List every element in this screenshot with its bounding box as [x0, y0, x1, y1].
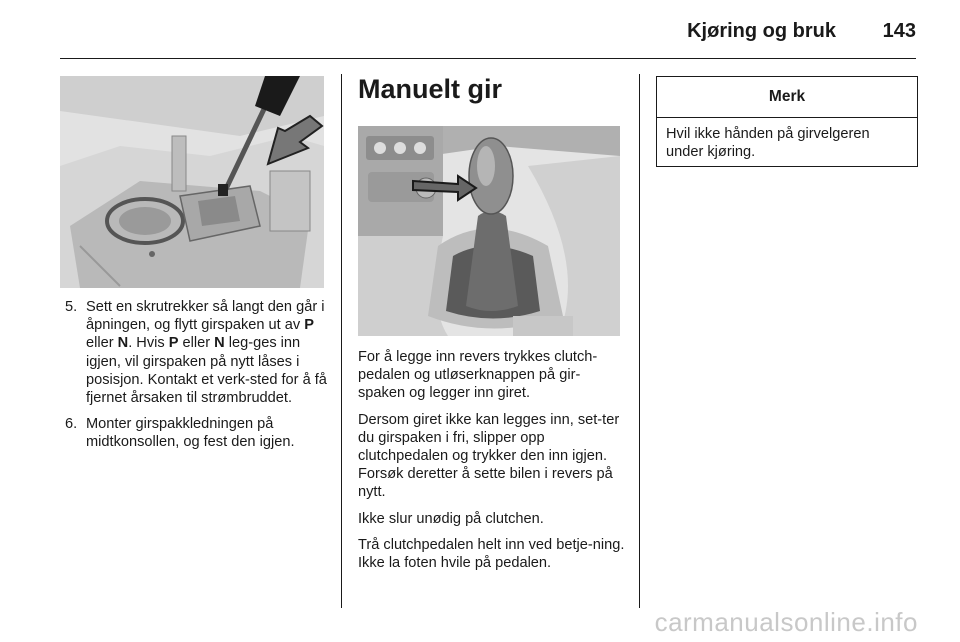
gear-letter-p: P [168, 335, 179, 352]
step-text: Monter girspakkledningen på midtkonsollen, og fest den igjen. [86, 416, 295, 451]
note-text: Hvil ikke hånden på girvelgeren under kjøring. [666, 126, 870, 161]
column-divider-left [341, 74, 342, 608]
note-heading: Merk [657, 77, 917, 118]
screwdriver-illustration [60, 76, 324, 288]
paragraph: Trå clutchpedalen helt inn ved betje-ning. Ikke la foten hvile på pedalen. [358, 536, 625, 572]
page-number: 143 [882, 20, 916, 42]
gear-letter-p: P [304, 317, 314, 334]
paragraph: Ikke slur unødig på clutchen. [358, 510, 544, 527]
gear-letter-n: N [214, 335, 225, 352]
step-text: Sett en skrutrekker så langt den går i åpningen, og flytt girspaken ut av P eller N. Hvis P eller N leg-ges inn igjen, vil girspaken på nytt låses i posisjon. Kontakt et verk-sted for å få fjernet årsaken til strømbruddet. [86, 299, 327, 407]
page-header [60, 14, 916, 59]
step-number: 6. [65, 416, 78, 433]
gear-letter-n: N [117, 335, 129, 352]
section-title: Manuelt gir [358, 74, 503, 104]
gear-lever-illustration [358, 126, 620, 336]
list-item [62, 415, 330, 451]
watermark: carmanualsonline.info [654, 607, 918, 637]
instruction-list [62, 298, 330, 460]
paragraph: Dersom giret ikke kan legges inn, set-ter du girspaken i fri, slipper opp clutchpedalen og trykker den inn igjen. Forsøk deretter å sette bilen i revers på nytt. [358, 411, 620, 501]
paragraph: For å legge inn revers trykkes clutch-pedalen og utløserknappen på gir-spaken og legger inn giret. [358, 349, 598, 402]
step-number: 5. [65, 299, 78, 315]
manual-gear-text [358, 348, 626, 580]
list-item [62, 298, 330, 407]
chapter-title: Kjøring og bruk [687, 20, 836, 42]
note-box [656, 76, 918, 167]
column-divider-right [639, 74, 640, 608]
